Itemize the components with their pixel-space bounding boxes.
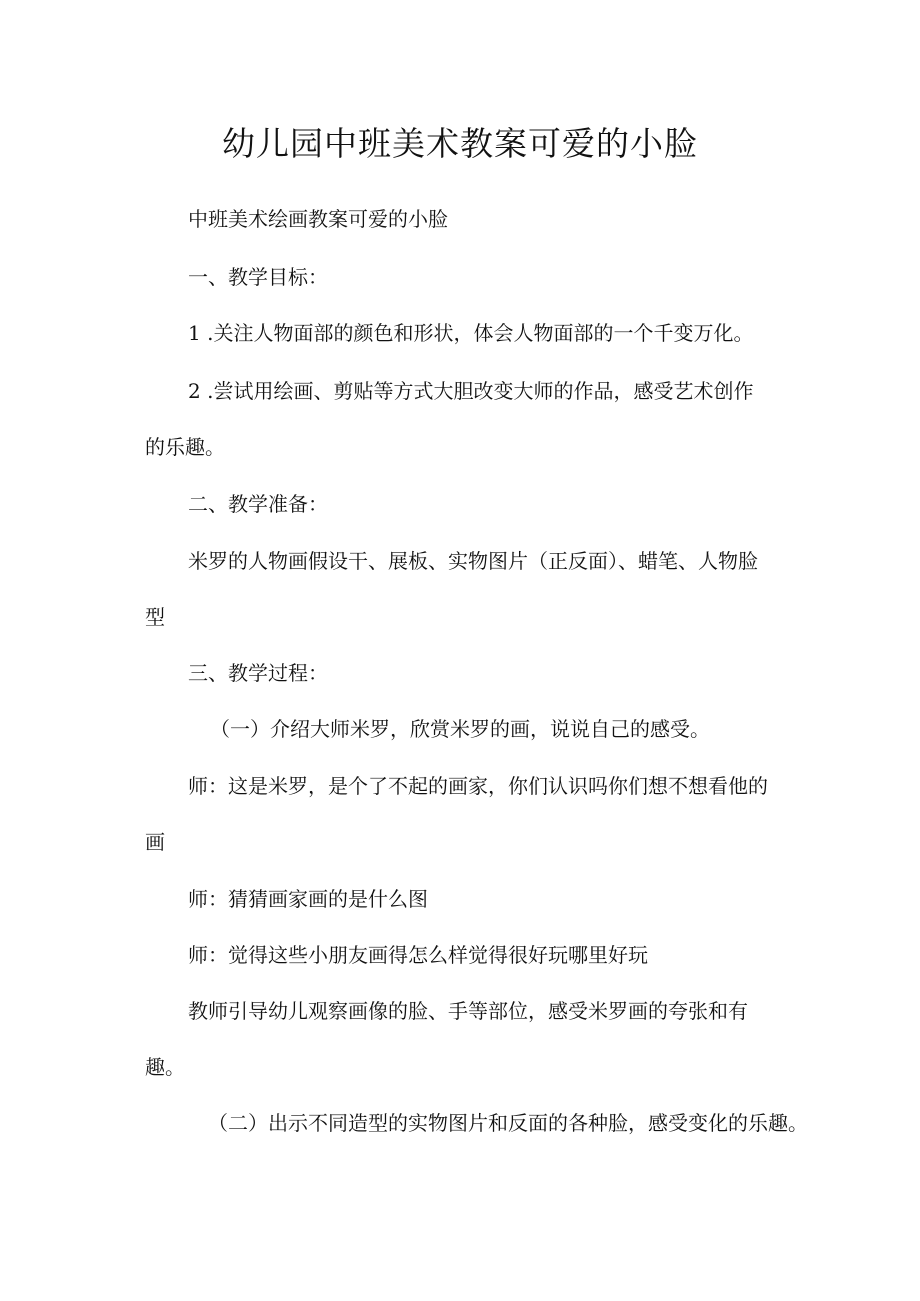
section-heading-preparation: 二、教学准备： [188,492,328,516]
teacher-line-2: 师：猜猜画家画的是什么图 [188,887,428,911]
teacher-line-3: 师：觉得这些小朋友画得怎么样觉得很好玩哪里好玩 [188,943,648,967]
process-step-2-heading: （二）出示不同造型的实物图片和反面的各种脸，感受变化的乐趣。 [208,1111,808,1135]
teacher-line-1: 师：这是米罗，是个了不起的画家，你们认识吗你们想不想看他的 [188,774,768,798]
guidance-text-continuation: 趣。 [145,1055,185,1079]
document-title: 幼儿园中班美术教案可爱的小脸 [222,124,698,163]
preparation-text-continuation: 型 [145,605,165,629]
teacher-line-1-continuation: 画 [145,830,165,854]
guidance-text: 教师引导幼儿观察画像的脸、手等部位，感受米罗画的夸张和有 [188,999,748,1023]
process-step-1-heading: （一）介绍大师米罗，欣赏米罗的画，说说自己的感受。 [210,717,710,741]
section-heading-goals: 一、教学目标： [188,265,328,289]
preparation-text: 米罗的人物画假设干、展板、实物图片（正反面）、蜡笔、人物脸 [188,549,758,573]
goal-item-2-continuation: 的乐趣。 [145,435,225,459]
section-heading-process: 三、教学过程： [188,661,328,685]
subtitle-line: 中班美术绘画教案可爱的小脸 [188,207,448,231]
goal-item-1: 1 .关注人物面部的颜色和形状，体会人物面部的一个千变万化。 [188,321,754,345]
goal-item-2: 2 .尝试用绘画、剪贴等方式大胆改变大师的作品，感受艺术创作 [188,379,754,403]
